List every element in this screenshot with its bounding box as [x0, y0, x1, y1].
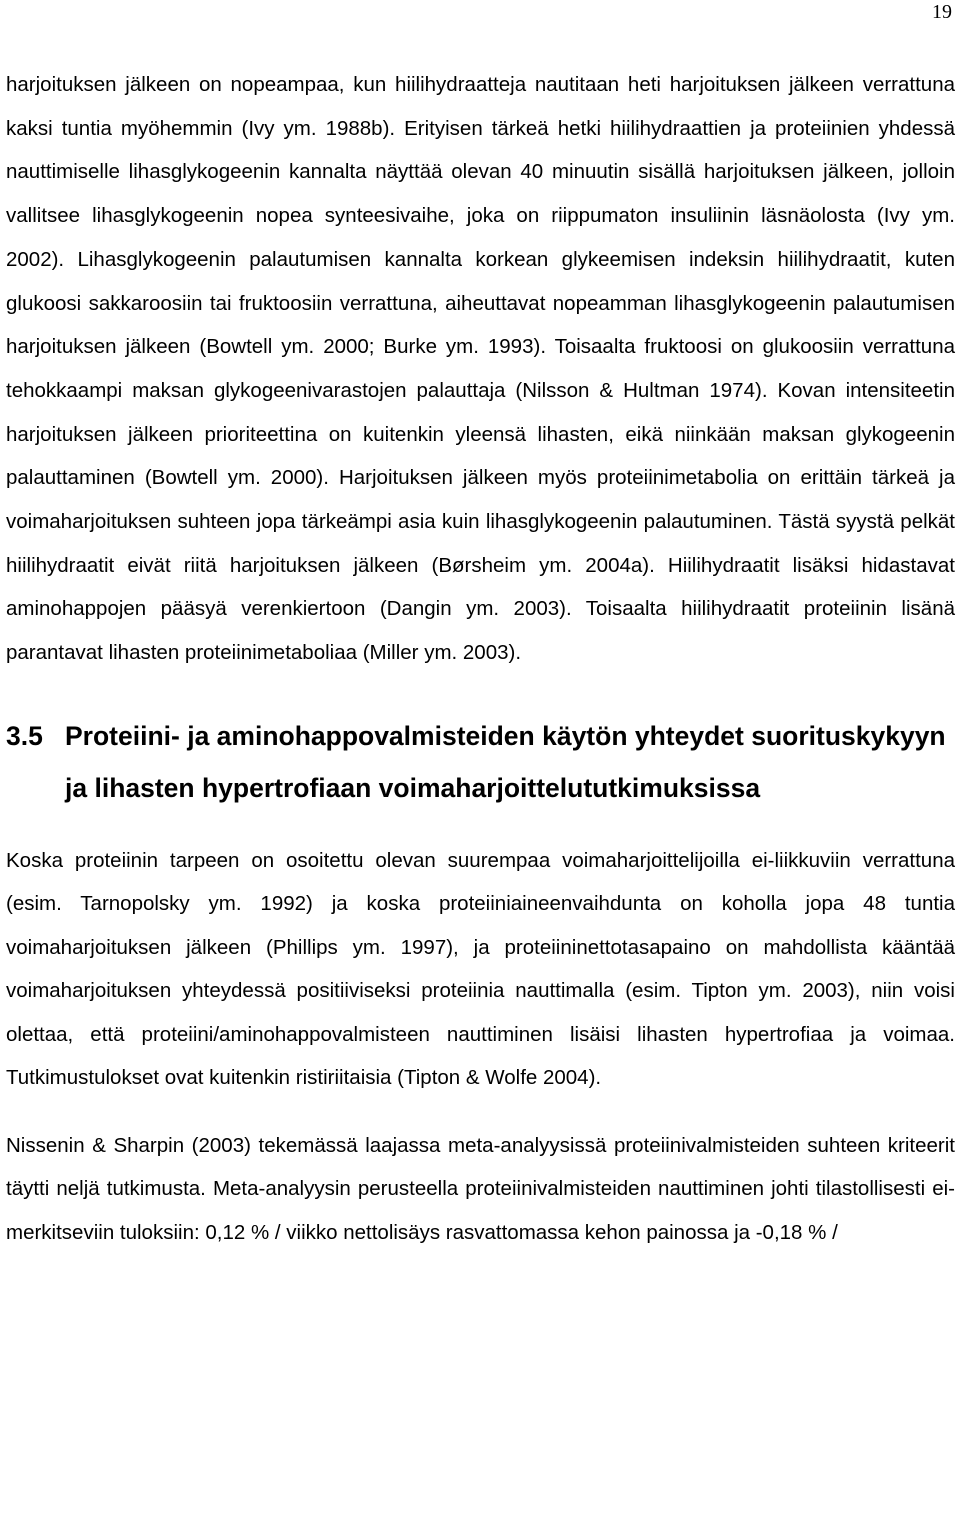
- section-number: 3.5: [6, 720, 43, 751]
- paragraph-glycogen-recovery: harjoituksen jälkeen on nopeampaa, kun hiilihydraatteja nautitaan heti harjoituksen jälkeen verrattuna kaksi tuntia myöhemmin (Ivy ym. 1988b). Erityisen tärkeä hetki hiilihydraattien ja proteiinien yhdessä nauttimiselle lihasglykogeenin kannalta näyttää olevan 40 minuutin sisällä harjoituksen jälkeen, jolloin vallitsee lihasglykogeenin nopea synteesivaihe, joka on riippumaton insuliinin läsnäolosta (Ivy ym. 2002). Lihasglykogeenin palautumisen kannalta korkean glykeemisen indeksin hiilihydraatit, kuten glukoosi sakkaroosiin tai fruktoosiin verrattuna, aiheuttavat nopeamman lihasglykogeenin palautumisen harjoituksen jälkeen (Bowtell ym. 2000; Burke ym. 1993). Toisaalta fruktoosi on glukoosiin verrattuna tehokkaampi maksan glykogeenivarastojen palauttaja (Nilsson & Hultman 1974). Kovan intensiteetin harjoituksen jälkeen prioriteettina on kuitenkin yleensä lihasten, eikä niinkään maksan glykogeenin palauttaminen (Bowtell ym. 2000). Harjoituksen jälkeen myös proteiinimetabolia on erittäin tärkeä ja voimaharjoituksen suhteen jopa tärkeämpi asia kuin lihasglykogeenin palautuminen. Tästä syystä pelkät hiilihydraatit eivät riitä harjoituksen jälkeen (Børsheim ym. 2004a). Hiilihydraatit lisäksi hidastavat aminohappojen pääsyä verenkiertoon (Dangin ym. 2003). Toisaalta hiilihydraatit proteiinin lisänä parantavat lihasten proteiinimetaboliaa (Miller ym. 2003).: [6, 73, 955, 665]
- paragraph-meta-analysis: Nissenin & Sharpin (2003) tekemässä laajassa meta-analyysissä proteiinivalmisteiden suhteen kriteerit täytti neljä tutkimusta. Meta-analyysin perusteella proteiinivalmisteiden nauttiminen johti tilastollisesti ei-merkitseviin tuloksiin: 0,12 % / viikko nettolisäys rasvattomassa kehon painossa ja -0,18 % /: [6, 1133, 955, 1244]
- paragraph-protein-need: Koska proteiinin tarpeen on osoitettu olevan suurempaa voimaharjoittelijoilla ei-liikkuviin verrattuna (esim. Tarnopolsky ym. 1992) ja koska proteiiniaineenvaihdunta on koholla jopa 48 tuntia voimaharjoituksen jälkeen (Phillips ym. 1997), ja proteiininettotasapaino on mahdollista kääntää voimaharjoituksen yhteydessä positiiviseksi proteiinia nauttimalla (esim. Tipton ym. 2003), niin voisi olettaa, että proteiini/aminohappovalmisteen nauttiminen lisäisi lihasten hypertrofiaa ja voimaa. Tutkimustulokset ovat kuitenkin ristiriitaisia (Tipton & Wolfe 2004).: [6, 848, 955, 1090]
- section-heading: [6, 710, 955, 814]
- page-number: 19: [932, 1, 952, 23]
- document-body: [6, 63, 955, 1254]
- section-title: Proteiini- ja aminohappovalmisteiden käytön yhteydet suorituskykyyn ja lihasten hypertrofiaan voimaharjoittelututkimuksissa: [65, 720, 946, 803]
